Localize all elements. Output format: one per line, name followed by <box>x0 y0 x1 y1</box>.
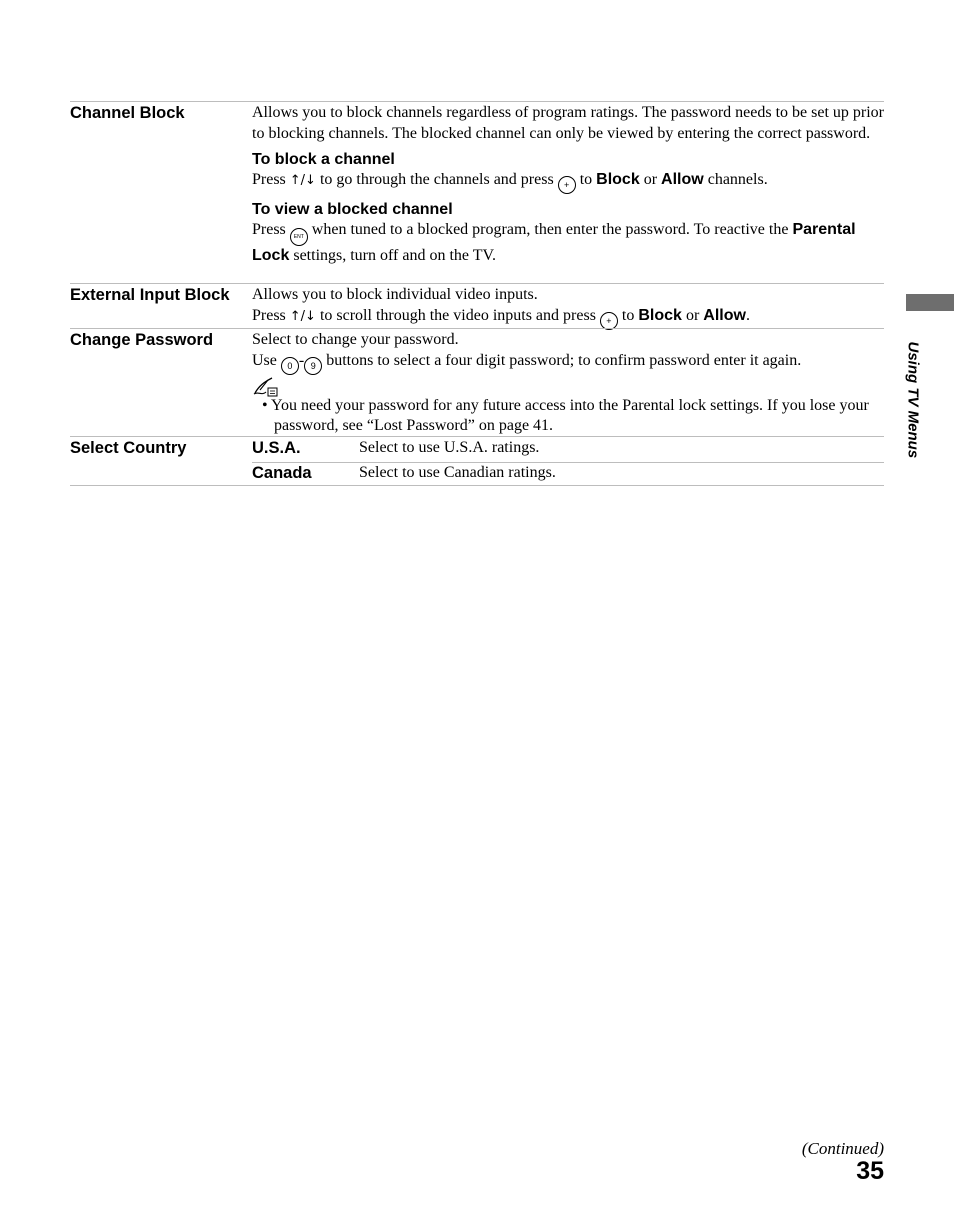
change-password-description: Select to change your password. <box>252 331 459 348</box>
number-9-button-icon: 9 <box>304 357 322 375</box>
instruction-text: Use <box>252 351 281 369</box>
channel-block-row <box>70 101 884 283</box>
channel-block-description: Allows you to block channels regardless of program ratings. The password needs to be set up prior to blocking channels. The blocked channel can only be viewed by entering the correct password. <box>252 104 885 142</box>
block-keyword: Block <box>638 306 682 324</box>
password-note: • You need your password for any future access into the Parental lock settings. If you lose your password, see “Lost Password” on page 41. <box>262 396 869 434</box>
instruction-text: buttons to select a four digit password; to confirm password enter it again. <box>322 351 802 369</box>
change-password-row <box>70 328 884 436</box>
external-input-block-label: External Input Block <box>70 286 230 304</box>
country-description: Select to use U.S.A. ratings. <box>359 439 540 456</box>
country-option-canada <box>252 463 884 488</box>
change-password-body <box>252 329 884 437</box>
instruction-text: . <box>745 306 750 324</box>
block-channel-instructions <box>252 170 884 194</box>
country-name: Canada <box>252 464 312 482</box>
select-country-label: Select Country <box>70 439 187 457</box>
channel-block-body <box>252 102 884 267</box>
parental-lock-keyword: Parental Lock <box>252 221 856 264</box>
up-down-arrow-icon: ↑/↓ <box>289 308 316 324</box>
instruction-text: to go through the channels and press <box>315 171 558 188</box>
country-option-usa <box>252 438 884 463</box>
instruction-text: Press <box>252 306 290 324</box>
allow-keyword: Allow <box>703 306 746 324</box>
note-pencil-icon <box>252 376 282 398</box>
settings-table <box>70 101 884 486</box>
block-channel-heading: To block a channel <box>252 151 395 168</box>
instruction-text: or <box>681 306 704 324</box>
instruction-text: to <box>575 171 597 188</box>
section-tab-marker <box>906 294 954 311</box>
external-input-description: Allows you to block individual video inputs. <box>252 286 538 303</box>
number-0-button-icon: 0 <box>281 357 299 375</box>
instruction-text: channels. <box>703 171 768 188</box>
enter-button-icon: + <box>600 312 618 330</box>
enter-button-icon: + <box>558 176 576 194</box>
external-input-block-row <box>70 283 884 328</box>
instruction-text: or <box>639 171 662 188</box>
allow-keyword: Allow <box>661 171 704 188</box>
section-title: Using TV Menus <box>904 341 922 459</box>
select-country-row <box>70 436 884 486</box>
instruction-text: Press <box>252 221 290 238</box>
block-keyword: Block <box>596 171 640 188</box>
instruction-text: when tuned to a blocked program, then enter the password. To reactive the <box>307 221 793 238</box>
external-input-block-body <box>252 284 884 330</box>
instruction-text: to <box>617 306 639 324</box>
instruction-text: to scroll through the video inputs and press <box>315 306 600 324</box>
change-password-label: Change Password <box>70 331 214 349</box>
instruction-text: - <box>298 351 305 369</box>
up-down-arrow-icon: ↑/↓ <box>289 173 316 188</box>
country-description: Select to use Canadian ratings. <box>359 464 556 481</box>
instruction-text: settings, turn off and on the TV. <box>289 247 496 264</box>
page-number: 35 <box>856 1157 884 1185</box>
instruction-text: Press <box>252 171 290 188</box>
view-blocked-channel-heading: To view a blocked channel <box>252 201 453 218</box>
country-name: U.S.A. <box>252 439 301 457</box>
ent-button-icon: ENT <box>290 228 308 246</box>
change-password-instructions <box>252 351 884 375</box>
select-country-body <box>252 437 884 488</box>
channel-block-label: Channel Block <box>70 104 185 122</box>
view-blocked-channel-instructions <box>252 220 884 267</box>
continued-note: (Continued) <box>801 1139 884 1158</box>
external-input-instructions <box>252 306 884 330</box>
